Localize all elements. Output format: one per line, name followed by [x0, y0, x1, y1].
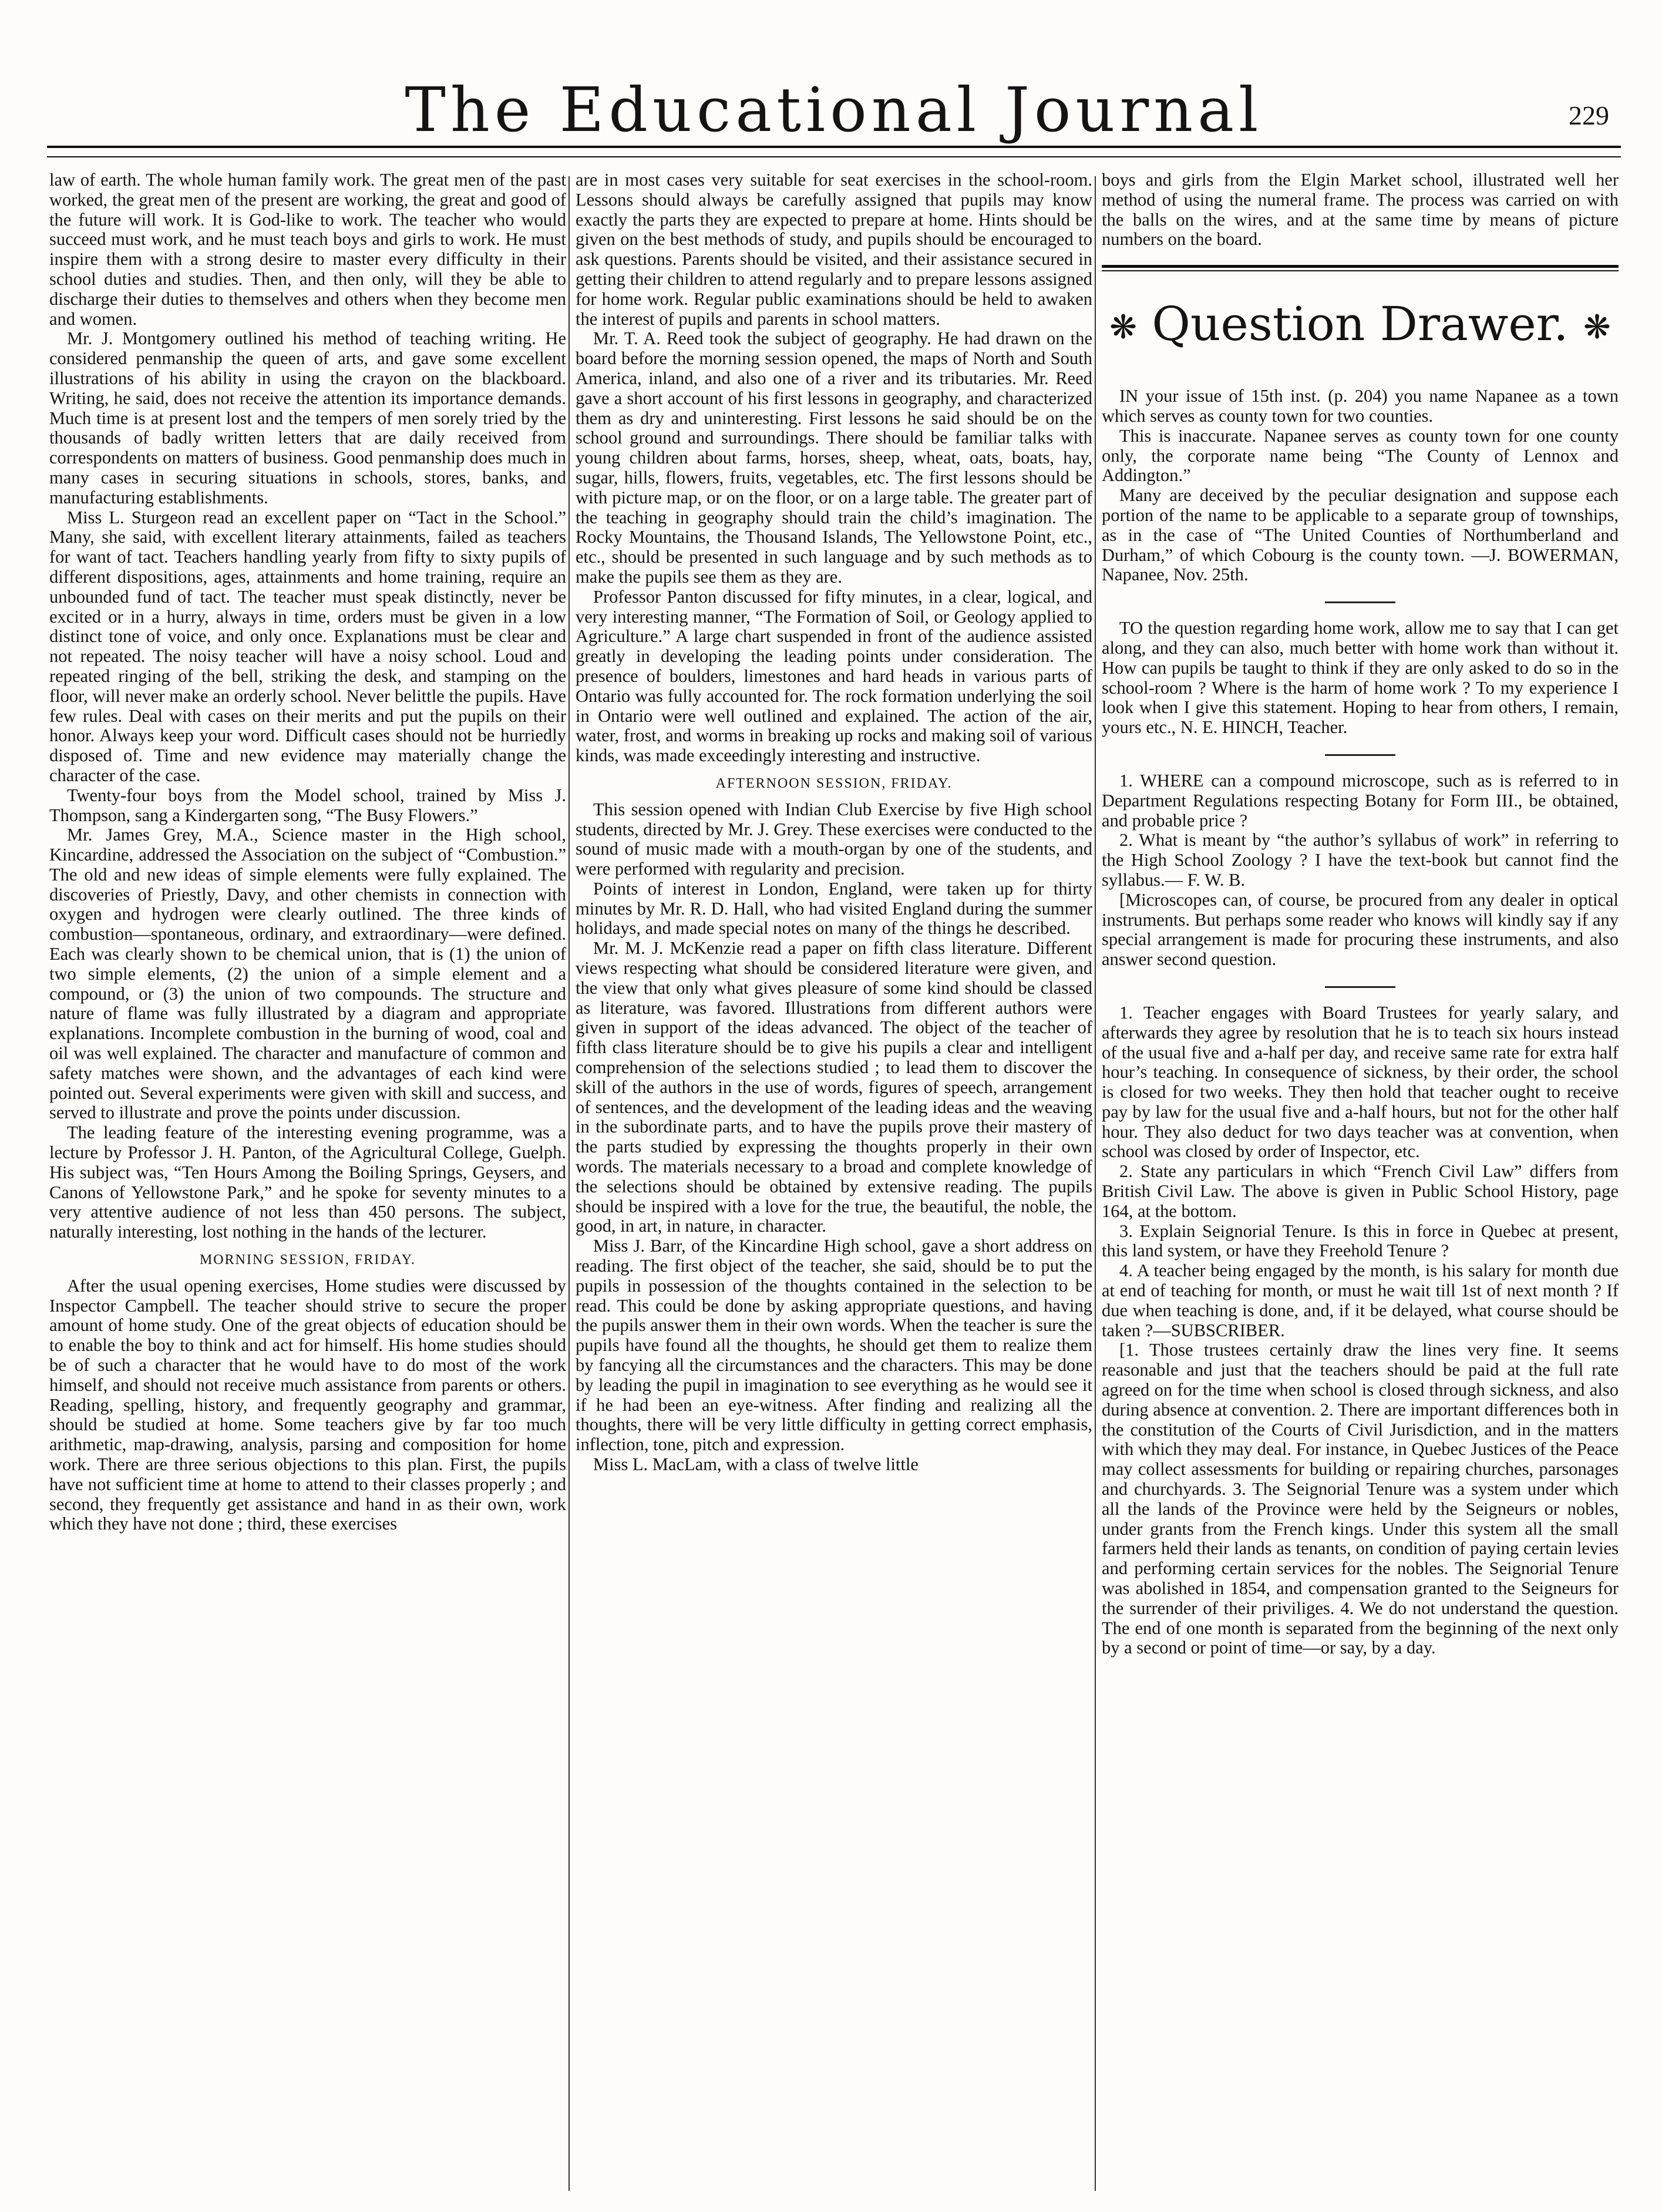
column-3	[1102, 170, 1619, 2191]
column-divider	[1095, 176, 1096, 2191]
paragraph: are in most cases very suitable for seat exercises in the school-room. Lessons should always be carefully assigned that pupils may know exactly the parts they are expected to prepare at home. Hints should be given on the best methods of study, and pupils should be encouraged to ask questions. Parents should be visited, and their assistance secured in getting their children to attend regularly and to prepare lessons assigned for home work. Regular public examinations should be held to awaken the interest of pupils and parents in school matters.	[576, 170, 1092, 329]
header-rule	[47, 146, 1621, 157]
question-paragraph: Many are deceived by the peculiar designation and suppose each portion of the name to be applicable to a separate group of townships, as in the case of “The United Counties of Northumberland and Durham,” of which Cobourg is the county town. —J. BOWERMAN, Napanee, Nov. 25th.	[1102, 485, 1619, 585]
column-divider	[568, 176, 570, 2191]
paragraph: Mr. J. Montgomery outlined his method of teaching writing. He considered penmanship the queen of arts, and gave some excellent illustrations of his ability in using the crayon on the blackboard. Writing, he said, does not receive the attention its importance demands. Much time is at present lost and the tempers of men sorely tried by the thousands of badly written letters that are daily received from correspondents on matters of business. Good penmanship does much in many cases in securing situations in schools, stores, banks, and manufacturing establishments.	[49, 328, 566, 507]
divider	[1325, 754, 1395, 756]
asterism-icon: ❋	[1109, 308, 1137, 347]
answer-paragraph: [Microscopes can, of course, be procured from any dealer in optical instruments. But perhaps some reader who knows will kindly say if any special arrangement is made for procuring these instruments, and also answer second question.	[1102, 889, 1619, 970]
paragraph: Miss L. MacLam, with a class of twelve little	[593, 1454, 919, 1474]
question-paragraph: 1. WHERE can a compound microscope, such as is referred to in Department Regulations respecting Botany for Form III., be obtained, and probable price ?	[1102, 770, 1619, 831]
paragraph: After the usual opening exercises, Home studies were discussed by Inspector Campbell. The teacher should strive to secure the proper amount of home study. One of the great objects of education should be to enable the boy to think and act for himself. His home studies should be of such a character that he would have to do most of the work himself, and should not receive much assistance from parents or others. Reading, spelling, history, and frequently geography and grammar, should be studied at home. Some teachers give by far too much arithmetic, map-drawing, analysis, parsing and composition for home work. There are three serious objections to this plan. First, the pupils have not sufficient time at home to attend to their classes properly ; and second, they frequently get assistance and hand in as their own, work which they have not done ; third, these exercises	[49, 1275, 566, 1534]
paragraph: Points of interest in London, England, were taken up for thirty minutes by Mr. R. D. Hall, who had visited England during the summer holidays, and made special notes on many of the things he described.	[576, 878, 1092, 939]
question-paragraph: 1. Teacher engages with Board Trustees for yearly salary, and afterwards they agree by resolution that he is to teach six hours instead of the usual five and a-half per day, and receive same rate for extra half hour’s teaching. In consequence of sickness, by their order, the school is closed for two weeks. They then hold that teacher ought to receive pay by law for the usual five and a-half hours, but not for the other half hour. They also deduct for two days teacher was at convention, when school was closed by order of Inspector, etc.	[1102, 1002, 1619, 1162]
paragraph: Mr. James Grey, M.A., Science master in the High school, Kincardine, addressed the Association on the subject of “Combustion.” The old and new ideas of simple elements were fully explained. The discoveries of Priestly, Davy, and other chemists in connection with oxygen and hydrogen were clearly outlined. The three kinds of combustion—spontaneous, ordinary, and extraordinary—were defined. Each was clearly shown to be chemical union, that is (1) the union of two simple elements, (2) the union of a simple element and a compound, or (3) the union of two compounds. The structure and nature of flame was fully illustrated by a diagram and appropriate explanations. Incomplete combustion in the burning of wood, coal and oil was well explained. The character and manufacture of common and safety matches were shown, and the advantages of each kind were pointed out. Several experiments were given with skill and success, and served to illustrate and prove the points under discussion.	[49, 825, 566, 1123]
asterism-icon: ❋	[1583, 308, 1611, 347]
question-drawer-heading	[1102, 289, 1619, 363]
paragraph: boys and girls from the Elgin Market school, illustrated well her method of using the numeral frame. The process was carried on with the balls on the wires, and at the same time by means of picture numbers on the board.	[1102, 170, 1619, 250]
paragraph: Mr. T. A. Reed took the subject of geography. He had drawn on the board before the morning session opened, the maps of North and South America, inland, and also one of a river and its tributaries. Mr. Reed gave a short account of his first lessons in geography, and characterized them as dry and uninteresting. First lessons he said should be on the school ground and surroundings. There should be familiar talks with young children about farms, horses, sheep, wheat, oats, boats, hay, sugar, hills, flowers, fruits, vegetables, etc. The first lessons should be with picture map, or on the floor, or on a large table. The greater part of the teaching in geography should train the child’s imagination. The Rocky Mountains, the Thousand Islands, The Yellowstone Point, etc., etc., should be presented in such language and by such methods as to make the pupils see them as they are.	[576, 328, 1092, 587]
paragraph: The leading feature of the interesting evening programme, was a lecture by Professor J. H. Panton, of the Agricultural College, Guelph. His subject was, “Ten Hours Among the Boiling Springs, Geysers, and Canons of Yellowstone Park,” and he spoke for seventy minutes to a very attentive audience of not less than 450 persons. The subject, naturally interesting, lost nothing in the hands of the lecturer.	[49, 1122, 566, 1242]
paragraph: Miss J. Barr, of the Kincardine High school, gave a short address on reading. The first object of the teacher, she said, should be to put the pupils in possession of the thoughts contained in the selection to be read. This could be done by asking appropriate questions, and having the pupils answer them in their own words. When the teacher is sure the pupils have found all the thoughts, he should get them to realize them by fancying all the circumstances and the characters. This may be done by leading the pupil in imagination to see everything as he would see it if he had been an eye-witness. After finding and realizing all the thoughts, there will be very little difficulty in getting correct emphasis, inflection, tone, pitch and expression.	[576, 1236, 1092, 1455]
question-paragraph: 2. State any particulars in which “French Civil Law” differs from British Civil Law. The above is given in Public School History, page 164, at the bottom.	[1102, 1161, 1619, 1221]
question-paragraph: 2. What is meant by “the author’s syllabus of work” in referring to the High School Zoology ? I have the text-book but cannot find the syllabus.— F. W. B.	[1102, 830, 1619, 890]
section-heading: MORNING SESSION, FRIDAY.	[199, 1252, 416, 1268]
divider	[1325, 986, 1395, 988]
divider	[1325, 601, 1395, 603]
paragraph: Mr. M. J. McKenzie read a paper on fifth class literature. Different views respecting what should be considered literature were given, and the view that only what gives pleasure of some kind should be classed as literature, was favored. Illustrations from different authors were given in support of the ideas advanced. The object of the teacher of fifth class literature should be to give his pupils a clear and intelligent comprehension of the selections studied ; to lead them to discover the skill of the authors in the use of words, figures of speech, arrangement of sentences, and the development of the leading ideas and the weaving in the subordinate parts, and to have the pupils prove their mastery of the parts studied by expressing the thoughts properly in their own words. The materials necessary to a broad and complete knowledge of the selections should be obtained by extensive reading. The pupils should be inspired with a love for the true, the beautiful, the noble, the good, in art, in nature, in character.	[576, 938, 1092, 1236]
question-paragraph: IN your issue of 15th inst. (p. 204) you name Napanee as a town which serves as county town for two counties.	[1102, 386, 1619, 426]
page-number: 229	[1569, 100, 1609, 130]
question-paragraph: 3. Explain Seignorial Tenure. Is this in force in Quebec at present, this land system, or have they Freehold Tenure ?	[1102, 1221, 1619, 1261]
question-drawer-title: Question Drawer.	[1152, 297, 1569, 352]
answer-paragraph: [1. Those trustees certainly draw the lines very fine. It seems reasonable and just that the teachers should be paid at the full rate agreed on for the time when school is closed through sickness, and also during absence at convention. 2. There are important differences both in the constitution of the Courts of Civil Jurisdiction, and in the matters with which they may deal. For instance, in Quebec Justices of the Peace may collect assessments for building or repairing churches, parsonages and churchyards. 3. The Seignorial Tenure was a system under which all the lands of the Province were held by the Seigneurs or nobles, under grants from the French kings. Under this system all the small farmers held their lands as tenants, on condition of paying certain levies and performing certain services for the nobles. The Seignorial Tenure was abolished in 1854, and compensation granted to the Seigneurs for the surrender of their priviliges. 4. We do not understand the question. The end of one month is separated from the beginning of the next only by a second or point of time—or say, by a day.	[1102, 1340, 1619, 1658]
column-1	[49, 170, 566, 2191]
question-paragraph: This is inaccurate. Napanee serves as county town for one county only, the corporate name being “The County of Lennox and Addington.”	[1102, 425, 1619, 486]
journal-title: The Educational Journal	[405, 74, 1263, 146]
section-rule	[1102, 265, 1619, 271]
paragraph: This session opened with Indian Club Exercise by five High school students, directed by Mr. J. Grey. These exercises were conducted to the sound of music made with a mouth-organ by one of the students, and were performed with regularity and precision.	[576, 799, 1092, 879]
question-paragraph: 4. A teacher being engaged by the month, is his salary for month due at end of teaching for month, or must he wait till 1st of next month ? If due when teaching is done, and, if it be delayed, what course should be taken ?—SUBSCRIBER.	[1102, 1260, 1619, 1340]
paragraph: Twenty-four boys from the Model school, trained by Miss J. Thompson, sang a Kindergarten song, “The Busy Flowers.”	[49, 785, 566, 825]
paragraph: Professor Panton discussed for fifty minutes, in a clear, logical, and very interesting manner, “The Formation of Soil, or Geology applied to Agriculture.” A large chart suspended in front of the audience assisted greatly in developing the leading points under consideration. The presence of boulders, limestones and hard heads in various parts of Ontario was fully accounted for. The rock formation underlying the soil in Ontario were well outlined and explained. The action of the air, water, frost, and worms in breaking up rocks and making soil of various kinds, was made exceedingly interesting and instructive.	[576, 586, 1092, 766]
section-heading: AFTERNOON SESSION, FRIDAY.	[715, 775, 953, 791]
paragraph: Miss L. Sturgeon read an excellent paper on “Tact in the School.” Many, she said, with excellent literary attainments, failed as teachers for want of tact. Teachers handling yearly from fifty to sixty pupils of different dispositions, ages, attainments and home training, require an unbounded fund of tact. The teacher must speak distinctly, never be excited or in a hurry, always in time, orders must be given in a low distinct tone of voice, and only once. Explanations must be clear and not repeated. The noisy teacher will have a noisy school. Loud and repeated ringing of the bell, striking the desk, and stamping on the floor, will never make an orderly school. Never belittle the pupils. Have few rules. Deal with cases on their merits and put the pupils on their honor. Always keep your word. Difficult cases should not be hurriedly disposed of. Time and new evidence may materially change the character of the case.	[49, 507, 566, 785]
column-2	[576, 170, 1092, 2191]
masthead	[47, 69, 1621, 157]
question-paragraph: TO the question regarding home work, allow me to say that I can get along, and they can also, much better with home work than without it. How can pupils be taught to think if they are only asked to do so in the school-room ? Where is the harm of home work ? To my experience I look when I give this statement. Hoping to hear from others, I remain, yours etc., N. E. HINCH, Teacher.	[1102, 618, 1619, 738]
paragraph: law of earth. The whole human family work. The great men of the past worked, the great men of the present are working, the great and good of the future will work. It is God-like to work. The teacher who would succeed must work, and he must teach boys and girls to work. He must inspire them with a strong desire to master every difficulty in their school duties and studies. Then, and then only, will they be able to discharge their duties to themselves and others when they become men and women.	[49, 170, 566, 329]
